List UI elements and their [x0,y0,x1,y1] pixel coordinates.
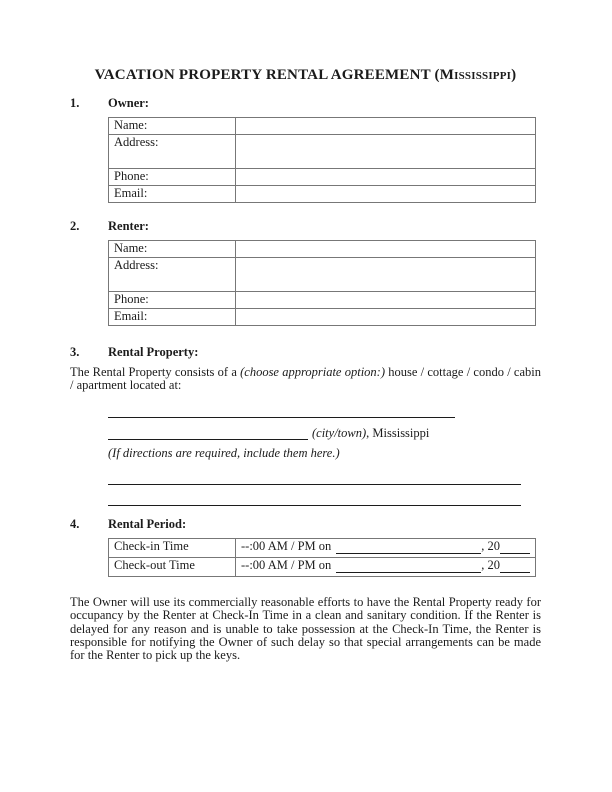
section-number: 3. [70,345,80,359]
section-heading-rental-period [70,518,541,531]
section-number: 2. [70,219,80,233]
owner-table [108,117,536,203]
check-out-time-prefix: --:00 AM / PM on [241,557,332,572]
table-row [109,557,536,576]
field-label: Phone: [109,292,236,309]
directions-field-1[interactable] [108,472,521,485]
property-address-field[interactable] [108,405,455,418]
check-out-year-field[interactable] [500,560,530,573]
table-row [109,118,536,135]
section-heading-renter [70,220,541,233]
field-label: Address: [109,258,236,292]
directions-blank-row-2 [108,493,541,506]
city-town-field[interactable] [108,427,308,440]
section-heading-owner [70,97,541,110]
renter-table [108,240,536,326]
field-label: Name: [109,118,236,135]
table-row [109,258,536,292]
directions-note: (If directions are required, include them here.) [108,445,340,460]
owner-phone-field[interactable] [236,169,536,186]
owner-email-field[interactable] [236,186,536,203]
rental-period-table [108,538,536,577]
section-title: Rental Period: [108,516,187,531]
document-title-state: Mississippi [439,67,512,83]
section-number: 4. [70,516,80,531]
check-out-year-prefix: , 20 [481,557,500,572]
check-in-year-prefix: , 20 [481,538,500,553]
section-heading-rental-property [70,346,541,359]
check-out-time-cell [236,557,536,576]
check-out-date-field[interactable] [336,560,481,573]
city-town-label: (city/town) [312,425,367,440]
renter-email-field[interactable] [236,309,536,326]
directions-blank-row-1 [108,472,541,485]
field-label: Name: [109,241,236,258]
check-in-time-prefix: --:00 AM / PM on [241,538,332,553]
document-title-close: ) [511,67,517,83]
city-town-blank-row [108,427,541,440]
section-title: Renter: [108,219,149,233]
field-label: Check-in Time [109,538,236,557]
owner-name-field[interactable] [236,118,536,135]
table-row [109,309,536,326]
renter-phone-field[interactable] [236,292,536,309]
document-title [70,66,541,84]
renter-address-field[interactable] [236,258,536,292]
owner-address-field[interactable] [236,135,536,169]
directions-field-2[interactable] [108,493,521,506]
field-label: Address: [109,135,236,169]
check-in-date-field[interactable] [336,541,481,554]
check-in-time-cell [236,538,536,557]
field-label: Phone: [109,169,236,186]
table-row [109,186,536,203]
table-row [109,538,536,557]
field-label: Email: [109,186,236,203]
section-number: 1. [70,96,80,110]
intro-text-before: The Rental Property consists of a [70,365,241,379]
table-row [109,169,536,186]
section-title: Rental Property: [108,345,199,359]
field-label: Email: [109,309,236,326]
check-in-year-field[interactable] [500,541,530,554]
table-row [109,241,536,258]
closing-paragraph: The Owner will use its commercially reasonable efforts to have the Rental Property ready for occupancy by the Renter at Check-In Time in a clean and sanitary condition. If the Renter is delayed for any reason and is unable to take possession at the Check-In Time, the Renter is responsible for notifying the Owner of such delay so that special arrangements can be made for the Renter to pick up the keys. [70,594,541,663]
table-row [109,292,536,309]
property-address-blank-row [108,405,541,418]
rental-property-intro [70,366,541,393]
field-label: Check-out Time [109,557,236,576]
section-title: Owner: [108,96,149,110]
table-row [109,135,536,169]
renter-name-field[interactable] [236,241,536,258]
state-label: , Mississippi [366,425,430,440]
intro-text-after: house / cottage / condo / cabin / apartment located at: [70,365,541,393]
intro-text-italic: (choose appropriate option:) [240,365,385,379]
document-title-main: VACATION PROPERTY RENTAL AGREEMENT ( [94,67,440,83]
